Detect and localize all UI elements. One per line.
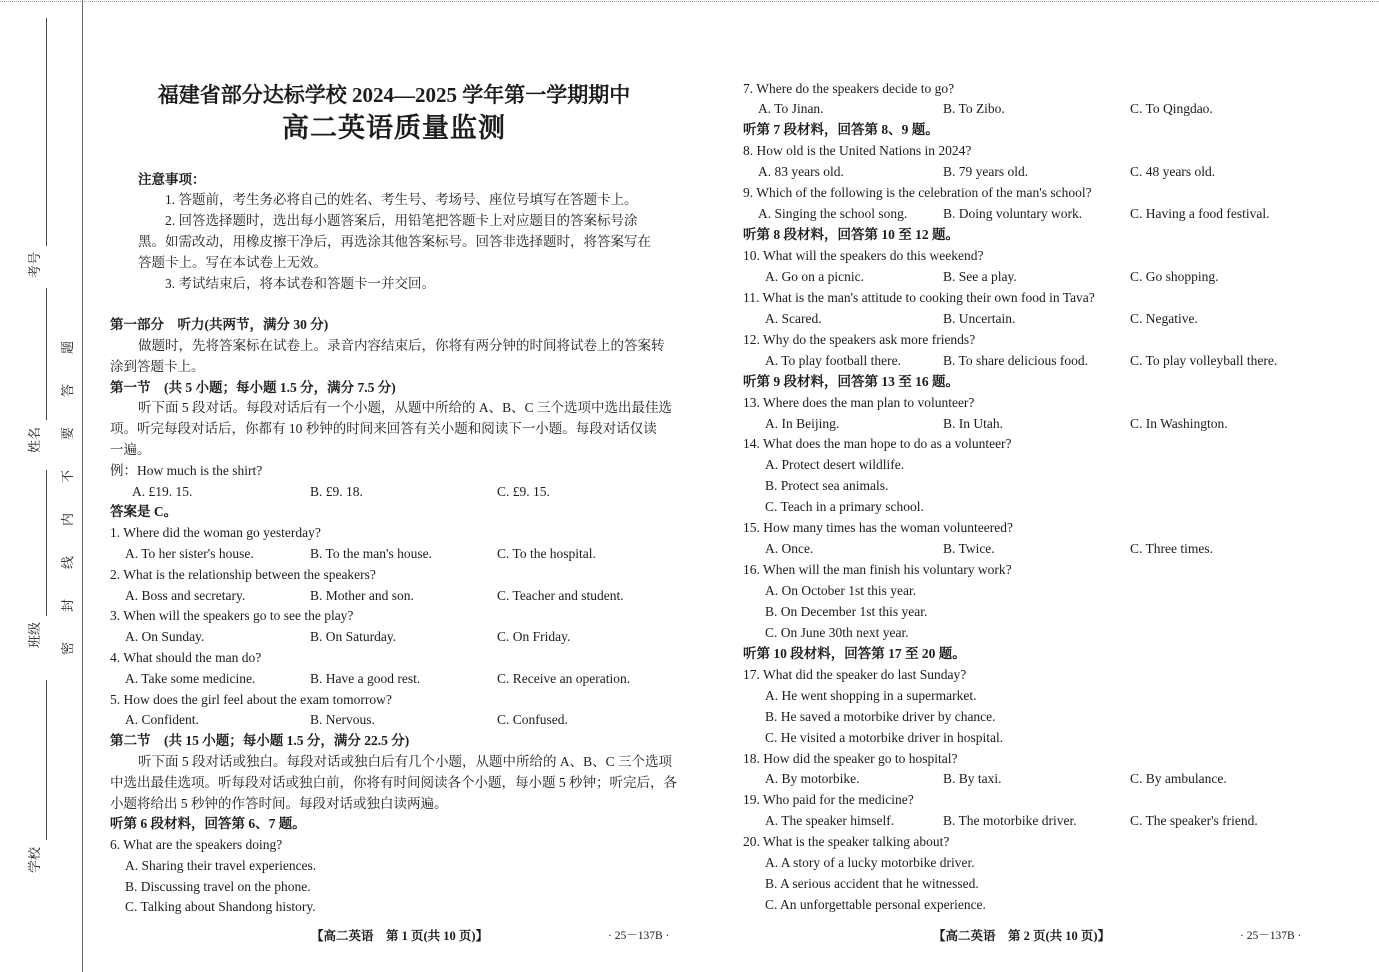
question-18-stem: 18. How did the speaker go to hospital? <box>743 750 958 766</box>
question-19-option-c: C. The speaker's friend. <box>1130 813 1258 829</box>
notice-heading: 注意事项： <box>138 171 206 187</box>
notice-item-2-continued: 答题卡上。写在本试卷上无效。 <box>138 254 327 270</box>
question-1-option-c: C. To the hospital. <box>497 545 596 561</box>
section2-instruction: 听下面 5 段对话或独白。每段对话或独白后有几个小题，从题中所给的 A、B、C 三个选项 <box>138 753 673 769</box>
question-11-option-c: C. Negative. <box>1130 310 1198 326</box>
question-10-stem: 10. What will the speakers do this weekend? <box>743 248 984 263</box>
question-8-options <box>743 162 1343 183</box>
question-13-option-a: A. In Beijing. <box>765 415 840 431</box>
question-12-option-b: B. To share delicious food. <box>943 352 1089 368</box>
section1-instruction: 听下面 5 段对话。每段对话后有一个小题，从题中所给的 A、B、C 三个选项中选出最佳选 <box>138 400 673 416</box>
question-10-option-a: A. Go on a picnic. <box>765 268 864 284</box>
seal-line <box>82 0 83 972</box>
school-fill-line <box>46 680 47 840</box>
question-20-option-a: A. A story of a lucky motorbike driver. <box>765 855 975 871</box>
example-option-c: C. £9. 15. <box>497 483 550 499</box>
question-10-option-c: C. Go shopping. <box>1130 268 1219 284</box>
page1-footer-code: · 25－137B · <box>608 930 670 942</box>
class-fill-line <box>46 470 47 616</box>
question-2-option-c: C. Teacher and student. <box>497 587 624 603</box>
question-13-option-c: C. In Washington. <box>1130 415 1228 431</box>
class-label: 班级 <box>27 622 42 649</box>
question-10-option-b: B. See a play. <box>943 268 1017 284</box>
section2-heading: 第二节 (共 15 小题；每小题 1.5 分，满分 22.5 分) <box>110 733 410 749</box>
question-12-option-c: C. To play volleyball there. <box>1130 352 1278 368</box>
example-option-b: B. £9. 18. <box>310 483 363 499</box>
question-13-options <box>743 414 1343 435</box>
question-2-option-b: B. Mother and son. <box>310 587 414 603</box>
page2-footer-label: 【高二英语 第 2 页(共 10 页)】 <box>933 929 1111 943</box>
name-label: 姓名 <box>27 427 42 454</box>
question-13-stem: 13. Where does the man plan to volunteer? <box>743 394 975 410</box>
group-7-prompt: 听第 7 段材料，回答第 8、9 题。 <box>743 122 939 138</box>
question-10-options <box>743 267 1343 288</box>
question-19-option-b: B. The motorbike driver. <box>943 813 1077 829</box>
question-9-stem: 9. Which of the following is the celebration of the man's school? <box>743 185 1092 201</box>
question-3-option-b: B. On Saturday. <box>310 629 397 645</box>
question-1-option-a: A. To her sister's house. <box>125 545 254 561</box>
question-7-stem: 7. Where do the speakers decide to go? <box>743 80 955 96</box>
question-6-option-c: C. Talking about Shandong history. <box>125 899 316 915</box>
question-11-option-b: B. Uncertain. <box>943 310 1016 326</box>
question-19-options <box>743 811 1343 832</box>
question-1-stem: 1. Where did the woman go yesterday? <box>110 525 321 541</box>
question-2-stem: 2. What is the relationship between the speakers? <box>110 566 376 582</box>
page1-footer-label: 【高二英语 第 1 页(共 10 页)】 <box>311 929 489 943</box>
question-18-options <box>743 769 1343 790</box>
section2-instruction: 小题将给出 5 秒钟的作答时间。每段对话或独白读两遍。 <box>110 795 448 811</box>
question-4-stem: 4. What should the man do? <box>110 649 262 665</box>
question-3-options <box>110 627 710 648</box>
section2-instruction: 中选出最佳选项。听每段对话或独白前，你将有时间阅读各个小题，每小题 5 秒钟；听完后，各 <box>110 774 677 790</box>
question-4-option-c: C. Receive an operation. <box>497 670 631 686</box>
question-5-option-b: B. Nervous. <box>310 712 375 728</box>
question-18-option-b: B. By taxi. <box>943 771 1002 787</box>
question-4-option-b: B. Have a good rest. <box>310 670 421 686</box>
section1-instruction: 项。听完每段对话后，你都有 10 秒钟的时间来回答有关小题和阅读下一小题。每段对话仅读 <box>110 421 657 437</box>
question-12-options <box>743 351 1343 372</box>
question-19-stem: 19. Who paid for the medicine? <box>743 792 914 808</box>
question-14-stem: 14. What does the man hope to do as a volunteer? <box>743 436 1012 452</box>
question-17-option-c: C. He visited a motorbike driver in hospital. <box>765 729 1004 745</box>
question-20-stem: 20. What is the speaker talking about? <box>743 834 950 850</box>
notice-item-2: 2. 回答选择题时，选出每小题答案后，用铅笔把答题卡上对应题目的答案标号涂 <box>165 213 638 229</box>
question-8-stem: 8. How old is the United Nations in 2024? <box>743 143 972 159</box>
question-15-stem: 15. How many times has the woman volunteered? <box>743 520 1013 536</box>
question-17-option-a: A. He went shopping in a supermarket. <box>765 687 977 703</box>
question-16-option-a: A. On October 1st this year. <box>765 583 917 598</box>
section1-instruction: 一遍。 <box>110 441 151 457</box>
question-7-option-b: B. To Zibo. <box>943 101 1005 117</box>
spacer <box>110 294 710 315</box>
question-15-options <box>743 539 1343 560</box>
question-3-option-c: C. On Friday. <box>497 629 571 645</box>
question-15-option-b: B. Twice. <box>943 541 995 557</box>
question-19-option-a: A. The speaker himself. <box>765 813 895 829</box>
question-14-option-a: A. Protect desert wildlife. <box>765 457 905 473</box>
scan-top-edge <box>0 1 1379 2</box>
question-14-option-c: C. Teach in a primary school. <box>765 499 924 515</box>
question-6-option-b: B. Discussing travel on the phone. <box>125 878 311 894</box>
question-2-options <box>110 586 710 607</box>
question-8-option-c: C. 48 years old. <box>1130 164 1216 180</box>
question-14-option-b: B. Protect sea animals. <box>765 478 889 494</box>
question-20-option-c: C. An unforgettable personal experience. <box>765 897 986 913</box>
question-5-stem: 5. How does the girl feel about the exam tomorrow? <box>110 691 392 707</box>
question-5-option-c: C. Confused. <box>497 712 568 728</box>
name-fill-line <box>46 288 47 420</box>
question-11-stem: 11. What is the man's attitude to cooking their own food in Tava? <box>743 289 1095 305</box>
question-16-stem: 16. When will the man finish his voluntary work? <box>743 562 1012 578</box>
question-15-option-c: C. Three times. <box>1130 541 1213 557</box>
question-11-options <box>743 309 1343 330</box>
example-options <box>110 482 710 503</box>
example-answer: 答案是 C。 <box>110 504 178 520</box>
page1-body <box>110 170 710 919</box>
exam-no-label: 考号 <box>27 252 42 279</box>
question-1-option-b: B. To the man's house. <box>310 545 432 561</box>
page2-body <box>743 79 1343 917</box>
question-2-option-a: A. Boss and secretary. <box>125 587 246 603</box>
question-16-option-b: B. On December 1st this year. <box>765 603 928 619</box>
part1-heading: 第一部分 听力(共两节，满分 30 分) <box>110 317 329 333</box>
question-16-option-c: C. On June 30th next year. <box>765 624 909 640</box>
question-18-option-c: C. By ambulance. <box>1130 771 1227 787</box>
question-17-option-b: B. He saved a motorbike driver by chance. <box>765 708 996 724</box>
question-18-option-a: A. By motorbike. <box>765 771 860 787</box>
question-12-stem: 12. Why do the speakers ask more friends? <box>743 331 976 347</box>
question-11-option-a: A. Scared. <box>765 310 822 326</box>
question-8-option-a: A. 83 years old. <box>758 164 844 180</box>
question-9-option-b: B. Doing voluntary work. <box>943 206 1083 222</box>
question-9-option-c: C. Having a food festival. <box>1130 206 1270 222</box>
question-4-option-a: A. Take some medicine. <box>125 670 256 686</box>
group-6-prompt: 听第 6 段材料，回答第 6、7 题。 <box>110 816 306 832</box>
question-7-option-a: A. To Jinan. <box>758 101 824 117</box>
part1-intro: 涂到答题卡上。 <box>110 358 205 374</box>
school-label: 学校 <box>27 847 42 874</box>
example-option-a: A. £19. 15. <box>132 483 193 499</box>
notice-item-1: 1. 答题前，考生务必将自己的姓名、考生号、考场号、座位号填写在答题卡上。 <box>165 192 638 208</box>
question-7-option-c: C. To Qingdao. <box>1130 101 1213 117</box>
notice-item-2-continued: 黑。如需改动，用橡皮擦干净后，再选涂其他答案标号。回答非选择题时，将答案写在 <box>138 233 651 249</box>
question-20-option-b: B. A serious accident that he witnessed. <box>765 876 979 892</box>
notice-item-3: 3. 考试结束后，将本试卷和答题卡一并交回。 <box>165 275 435 291</box>
question-7-options <box>743 99 1343 120</box>
question-6-stem: 6. What are the speakers doing? <box>110 837 283 853</box>
seal-notice: 密封线内不要答题 <box>60 310 75 655</box>
question-5-option-a: A. Confident. <box>125 712 199 728</box>
question-1-options <box>110 544 710 565</box>
question-6-option-a: A. Sharing their travel experiences. <box>125 857 317 873</box>
question-5-options <box>110 710 710 731</box>
question-12-option-a: A. To play football there. <box>765 352 902 368</box>
question-9-option-a: A. Singing the school song. <box>758 206 908 222</box>
question-13-option-b: B. In Utah. <box>943 415 1003 431</box>
group-9-prompt: 听第 9 段材料，回答第 13 至 16 题。 <box>743 373 959 389</box>
group-8-prompt: 听第 8 段材料，回答第 10 至 12 题。 <box>743 227 959 243</box>
question-3-option-a: A. On Sunday. <box>125 629 205 645</box>
page2-footer-code: · 25－137B · <box>1240 930 1302 942</box>
question-4-options <box>110 669 710 690</box>
group-10-prompt: 听第 10 段材料，回答第 17 至 20 题。 <box>743 645 966 661</box>
section1-heading: 第一节 (共 5 小题；每小题 1.5 分，满分 7.5 分) <box>110 379 396 395</box>
exam-no-fill-line <box>46 18 47 246</box>
question-9-options <box>743 204 1343 225</box>
example-question: 例：How much is the shirt? <box>110 462 263 478</box>
question-15-option-a: A. Once. <box>765 541 814 557</box>
question-8-option-b: B. 79 years old. <box>943 164 1029 180</box>
part1-intro: 做题时，先将答案标在试卷上。录音内容结束后，你将有两分钟的时间将试卷上的答案转 <box>138 337 665 353</box>
exam-title-line-2: 高二英语质量监测 <box>282 113 506 143</box>
question-3-stem: 3. When will the speakers go to see the play? <box>110 608 354 624</box>
exam-title-line-1: 福建省部分达标学校 2024—2025 学年第一学期期中 <box>157 83 631 107</box>
question-17-stem: 17. What did the speaker do last Sunday? <box>743 666 967 682</box>
